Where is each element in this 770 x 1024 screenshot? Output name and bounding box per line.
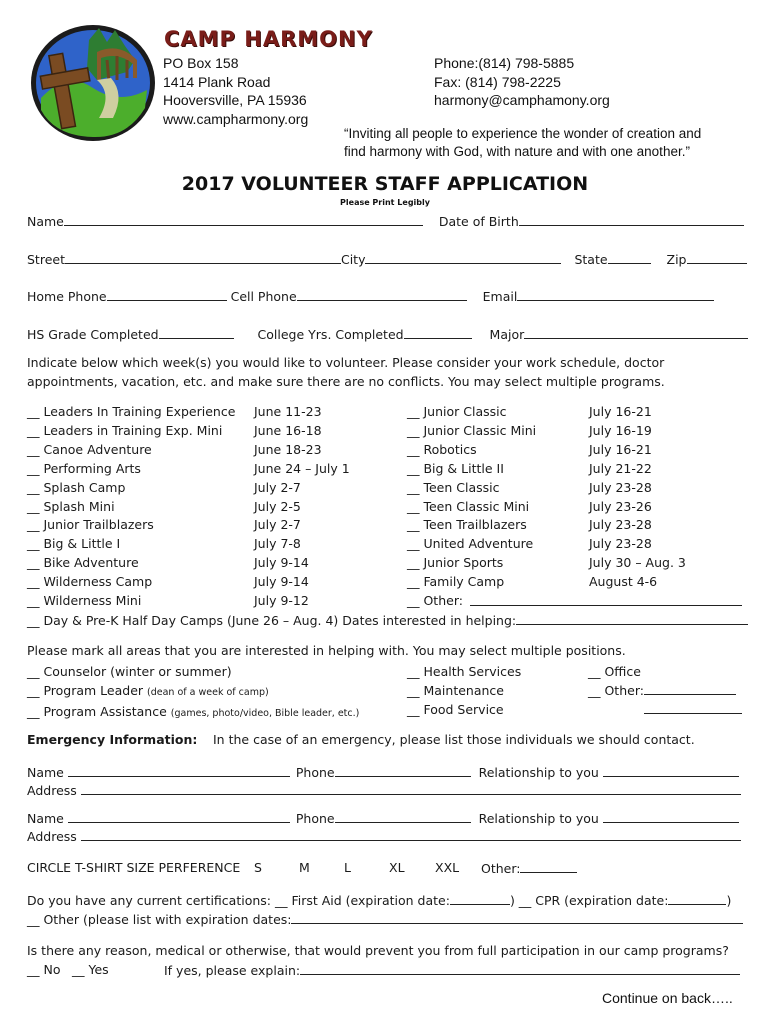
contact-name-input[interactable] <box>68 764 290 777</box>
program-dates: July 2-5 <box>254 498 301 514</box>
program-option[interactable]: __ Junior Trailblazers <box>27 517 154 533</box>
medical-explain-label: If yes, please explain: <box>164 963 301 978</box>
fax-number: Fax: (814) 798-2225 <box>434 73 561 90</box>
contact-address-label: Address <box>27 783 77 798</box>
first-aid-date-input[interactable] <box>450 892 510 905</box>
program-other-input[interactable] <box>470 593 742 606</box>
contact-relationship-label: Relationship to you <box>478 765 599 780</box>
program-dates: July 21-22 <box>589 460 652 476</box>
instruction-line: appointments, vacation, etc. and make sure there are no conflicts. You may select multiple programs. <box>27 374 665 389</box>
program-dates: July 30 – Aug. 3 <box>589 555 686 571</box>
contact-phone-input[interactable] <box>335 764 471 777</box>
tshirt-size-s[interactable]: S <box>254 860 262 875</box>
city-label: City <box>340 252 366 267</box>
position-other[interactable] <box>588 681 742 700</box>
certs-other-input[interactable] <box>291 911 743 924</box>
contact-address-input[interactable] <box>81 828 741 841</box>
name-label: Name <box>27 214 64 229</box>
tshirt-size-xl[interactable]: XL <box>389 860 405 875</box>
contact-relationship-input[interactable] <box>603 810 739 823</box>
position-program-leader[interactable] <box>27 681 359 702</box>
program-option[interactable]: __ Leaders In Training Experience <box>27 404 236 419</box>
medical-question: Is there any reason, medical or otherwise, that would prevent you from full participation in our camp programs? <box>27 943 729 958</box>
position-health[interactable]: __ Health Services <box>407 664 522 679</box>
mission-quote <box>344 125 701 161</box>
program-option[interactable]: __ Big & Little II <box>407 460 504 476</box>
contact-relationship-input[interactable] <box>603 764 739 777</box>
zip-input[interactable] <box>687 251 747 264</box>
medical-explain-row <box>164 962 740 978</box>
tshirt-size-xxl[interactable]: XXL <box>435 860 460 875</box>
cell-phone-label: Cell Phone <box>230 289 297 304</box>
zip-label: Zip <box>666 252 687 267</box>
program-option[interactable]: __ Big & Little I <box>27 536 121 552</box>
program-option[interactable]: __ Family Camp <box>407 574 505 590</box>
position-counselor[interactable]: __ Counselor (winter or summer) <box>27 664 232 679</box>
contact-info <box>434 54 610 110</box>
college-label: College Yrs. Completed <box>257 327 404 342</box>
program-dates: July 9-14 <box>254 574 309 590</box>
program-option[interactable]: __ United Adventure <box>407 536 534 552</box>
email-input[interactable] <box>517 288 714 301</box>
contact-name-label: Name <box>27 811 64 826</box>
quote-line: “Inviting all people to experience the wonder of creation and <box>344 126 702 141</box>
program-dates: June 18-23 <box>254 441 322 457</box>
emergency-contact-row <box>27 810 739 826</box>
program-dates: July 9-12 <box>254 593 309 608</box>
phone-number: Phone:(814) 798-5885 <box>434 55 575 71</box>
mailing-address <box>163 54 308 128</box>
personal-row-2 <box>27 251 747 267</box>
contact-relationship-label: Relationship to you <box>478 811 599 826</box>
email-address: harmony@camphamony.org <box>434 92 610 108</box>
camp-name: CAMP HARMONY <box>164 27 373 51</box>
program-dates: June 16-18 <box>254 422 322 438</box>
tshirt-size-l[interactable]: L <box>344 860 351 875</box>
street-label: Street <box>27 252 65 267</box>
contact-phone-input[interactable] <box>335 810 471 823</box>
certs-question: Do you have any current certifications: __ First Aid (expiration date: <box>27 893 450 908</box>
emergency-address-row <box>27 782 741 798</box>
program-option[interactable]: __ Junior Classic <box>407 404 507 419</box>
tshirt-other-label: Other: <box>481 861 521 876</box>
program-option[interactable]: __ Bike Adventure <box>27 555 139 571</box>
home-phone-input[interactable] <box>107 288 227 301</box>
medical-no[interactable]: __ No <box>27 962 61 977</box>
cpr-date-input[interactable] <box>668 892 726 905</box>
position-office[interactable]: __ Office <box>588 664 641 679</box>
form-subtitle: Please Print Legibly <box>340 198 430 207</box>
position-other-input[interactable] <box>644 682 736 695</box>
emergency-address-row <box>27 828 741 844</box>
position-other-input-2[interactable] <box>644 701 742 714</box>
personal-row-1 <box>27 213 744 229</box>
emergency-text: In the case of an emergency, please list those individuals we should contact. <box>213 732 695 747</box>
form-title: 2017 VOLUNTEER STAFF APPLICATION <box>181 173 589 195</box>
program-dates: July 16-21 <box>589 441 652 457</box>
position-food[interactable]: __ Food Service <box>407 702 504 717</box>
state-label: State <box>574 252 608 267</box>
position-label: __ Program Leader <box>27 683 144 698</box>
tshirt-size-m[interactable]: M <box>299 860 310 875</box>
position-note: (games, photo/video, Bible leader, etc.) <box>170 708 360 719</box>
program-dates: July 23-28 <box>589 479 652 495</box>
position-label: __ Program Assistance <box>27 704 167 719</box>
cell-phone-input[interactable] <box>297 288 467 301</box>
medical-explain-input[interactable] <box>300 962 740 975</box>
website: www.campharmony.org <box>163 110 309 127</box>
emergency-heading-row <box>27 732 197 747</box>
name-input[interactable] <box>64 213 423 226</box>
program-dates: July 9-14 <box>254 555 309 571</box>
contact-phone-label: Phone <box>295 811 335 826</box>
position-note: (dean of a week of camp) <box>147 687 269 698</box>
program-dates: June 11-23 <box>254 404 322 419</box>
quote-line: find harmony with God, with nature and with one another.” <box>344 144 690 159</box>
program-dates: June 24 – July 1 <box>254 460 350 476</box>
half-day-label: __ Day & Pre-K Half Day Camps (June 26 – Aug. 4) Dates interested in helping: <box>27 613 517 628</box>
hs-grade-label: HS Grade Completed <box>27 327 159 342</box>
contact-name-label: Name <box>27 765 64 780</box>
hs-grade-input[interactable] <box>159 326 234 339</box>
tshirt-other <box>481 860 577 876</box>
certs-other-row <box>27 911 743 927</box>
program-option[interactable]: __ Wilderness Mini <box>27 593 142 608</box>
major-label: Major <box>489 327 525 342</box>
major-input[interactable] <box>524 326 748 339</box>
program-dates: July 23-28 <box>589 536 652 552</box>
program-option[interactable]: __ Canoe Adventure <box>27 441 152 457</box>
positions-middle <box>407 662 521 719</box>
position-label: __ Other: <box>588 683 644 698</box>
position-maintenance[interactable]: __ Maintenance <box>407 683 504 698</box>
home-phone-label: Home Phone <box>27 289 107 304</box>
contact-name-input[interactable] <box>68 810 290 823</box>
program-option[interactable]: __ Splash Camp <box>27 479 126 495</box>
program-option[interactable]: __ Robotics <box>407 441 477 457</box>
state-input[interactable] <box>608 251 651 264</box>
continue-note: Continue on back….. <box>602 990 733 1006</box>
positions-right <box>588 662 742 719</box>
program-dates: July 16-21 <box>589 404 652 419</box>
program-dates: July 2-7 <box>254 517 301 533</box>
half-day-input[interactable] <box>516 612 748 625</box>
dob-label: Date of Birth <box>438 214 519 229</box>
emergency-contact-row <box>27 764 739 780</box>
personal-row-4 <box>27 326 748 342</box>
street-input[interactable] <box>65 251 341 264</box>
program-option[interactable]: __ Junior Classic Mini <box>407 422 537 438</box>
program-dates: July 23-28 <box>589 517 652 533</box>
city-input[interactable] <box>365 251 561 264</box>
position-program-assistance[interactable] <box>27 702 359 723</box>
certs-other-label: __ Other (please list with expiration dates: <box>27 912 292 927</box>
city-state-zip: Hooversville, PA 15936 <box>163 92 307 108</box>
po-box: PO Box 158 <box>163 55 239 71</box>
cpr-label: ) __ CPR (expiration date: <box>509 893 669 908</box>
half-day-row <box>27 612 748 628</box>
program-dates: August 4-6 <box>589 574 658 590</box>
program-option[interactable]: __ Wilderness Camp <box>27 574 153 590</box>
program-dates: July 23-26 <box>589 498 652 514</box>
program-dates: July 2-7 <box>254 479 301 495</box>
positions-intro: Please mark all areas that you are interested in helping with. You may select multiple positions. <box>27 643 626 658</box>
program-option[interactable]: __ Teen Trailblazers <box>407 517 527 533</box>
program-option[interactable]: __ Performing Arts <box>27 460 141 476</box>
college-input[interactable] <box>404 326 472 339</box>
medical-yes[interactable]: __ Yes <box>72 962 109 977</box>
emergency-heading: Emergency Information: <box>27 732 198 747</box>
program-option[interactable]: __ Junior Sports <box>407 555 504 571</box>
camp-harmony-logo <box>27 20 159 146</box>
program-option[interactable]: __ Leaders in Training Exp. Mini <box>27 422 223 438</box>
week-instructions <box>27 353 665 391</box>
program-dates: July 7-8 <box>254 536 301 552</box>
dob-input[interactable] <box>519 213 744 226</box>
street-address: 1414 Plank Road <box>163 73 271 90</box>
program-dates: July 16-19 <box>589 422 652 438</box>
personal-row-3 <box>27 288 714 304</box>
positions-left <box>27 662 359 723</box>
contact-phone-label: Phone <box>295 765 335 780</box>
contact-address-label: Address <box>27 829 77 844</box>
program-option[interactable]: __ Other: <box>407 593 463 608</box>
program-option[interactable]: __ Teen Classic <box>407 479 500 495</box>
program-option[interactable]: __ Splash Mini <box>27 498 115 514</box>
program-option[interactable]: __ Teen Classic Mini <box>407 498 530 514</box>
certifications-row <box>27 892 731 908</box>
instruction-line: Indicate below which week(s) you would like to volunteer. Please consider your work schedule, doctor <box>27 355 665 370</box>
tshirt-label: CIRCLE T-SHIRT SIZE PERFERENCE <box>27 860 241 875</box>
email-label: Email <box>482 289 518 304</box>
cpr-close: ) <box>726 893 732 908</box>
contact-address-input[interactable] <box>81 782 741 795</box>
tshirt-other-input[interactable] <box>520 860 577 873</box>
